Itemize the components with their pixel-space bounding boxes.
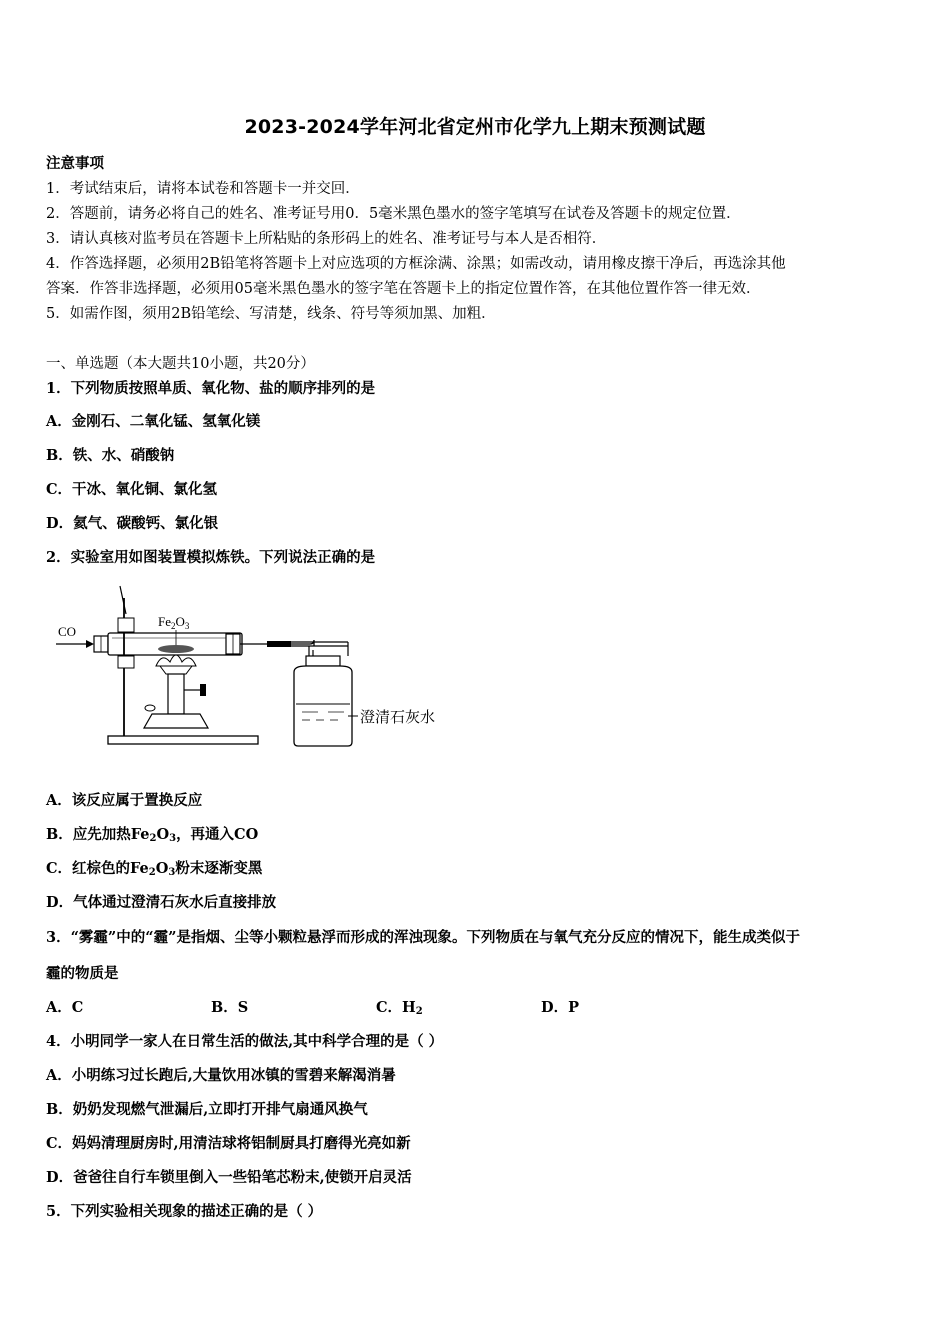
q4-option-c: C．妈妈清理厨房时,用清洁球将铝制厨具打磨得光亮如新: [46, 1135, 411, 1152]
q4-option-d: D．爸爸往自行车锁里倒入一些铅笔芯粉末,使锁开启灵活: [46, 1169, 412, 1186]
q2-option-b: [46, 823, 258, 844]
q2-option-b-o: O: [156, 826, 170, 843]
fe-label: Fe: [158, 614, 171, 629]
q1-option-d: D．氦气、碳酸钙、氯化银: [46, 515, 219, 532]
q2-option-c-post: 粉末逐渐变黑: [175, 860, 263, 877]
q5-stem: 5．下列实验相关现象的描述正确的是（ ）: [46, 1203, 323, 1220]
q3-option-c-pre: C．H: [376, 999, 416, 1016]
page-title: 2023-2024学年河北省定州市化学九上期末预测试题: [244, 116, 706, 138]
q3-stem-line2: 霾的物质是: [46, 965, 119, 982]
notice-item-4-cont: 答案．作答非选择题，必须用05毫米黑色墨水的签字笔在答题卡上的指定位置作答，在其他位置作答一律无效．: [46, 281, 761, 297]
co-label: CO: [58, 624, 77, 639]
q2-stem: 2．实验室用如图装置模拟炼铁。下列说法正确的是: [46, 549, 376, 566]
iron-smelting-apparatus-figure: [52, 578, 452, 753]
q1-option-a: A．金刚石、二氧化锰、氢氧化镁: [46, 413, 261, 430]
q2-option-b-post: ，再通入CO: [176, 826, 259, 843]
notice-item-5: 5．如需作图，须用2B铅笔绘、写清楚，线条、符号等须加黑、加粗．: [46, 306, 496, 322]
q4-stem: 4．小明同学一家人在日常生活的做法,其中科学合理的是（ ）: [46, 1033, 444, 1050]
notice-item-1: 1．考试结束后，请将本试卷和答题卡一并交回．: [46, 181, 360, 197]
q2-option-c: [46, 857, 262, 878]
q2-option-c-sub1: 2: [148, 867, 156, 878]
q3-option-c-sub: 2: [415, 1006, 423, 1017]
q3-option-a: A．C: [46, 999, 84, 1016]
q3-stem-line1: 3．“雾霾”中的“霾”是指烟、尘等小颗粒悬浮而形成的浑浊现象。下列物质在与氧气充分反应的情况下，能生成类似于: [46, 929, 800, 946]
q2-option-c-pre: C．红棕色的Fe: [46, 860, 149, 877]
limewater-label: 澄清石灰水: [360, 708, 436, 726]
q2-option-b-sub2: 3: [169, 833, 177, 844]
notice-item-3: 3．请认真核对监考员在答题卡上所粘贴的条形码上的姓名、准考证号与本人是否相符．: [46, 231, 607, 247]
q2-option-a: A．该反应属于置换反应: [46, 792, 203, 809]
q3-option-d: D．P: [541, 999, 579, 1016]
q2-option-b-pre: B．应先加热Fe: [46, 826, 150, 843]
q4-option-b: B．奶奶发现燃气泄漏后,立即打开排气扇通风换气: [46, 1101, 368, 1118]
q1-option-b: B．铁、水、硝酸钠: [46, 447, 175, 464]
notice-heading: 注意事项: [46, 155, 104, 172]
notice-item-4: 4．作答选择题，必须用2B铅笔将答题卡上对应选项的方框涂满、涂黑；如需改动，请用橡皮擦干净后，再选涂其他: [46, 256, 786, 272]
q3-option-b: B．S: [211, 999, 249, 1016]
fe2o3-sub2: 3: [184, 621, 190, 631]
fe2o3-sub1: 2: [171, 621, 176, 631]
notice-item-2: 2．答题前，请务必将自己的姓名、准考证号用0．5毫米黑色墨水的签字笔填写在试卷及答题卡的规定位置．: [46, 206, 741, 222]
q2-option-b-sub1: 2: [149, 833, 157, 844]
q2-option-c-o: O: [155, 860, 169, 877]
q1-option-c: C．干冰、氧化铜、氯化氢: [46, 481, 218, 498]
q2-option-c-sub2: 3: [168, 867, 176, 878]
fe2o3-o: O: [175, 614, 185, 629]
q3-option-c: [376, 996, 423, 1017]
q1-stem: 1．下列物质按照单质、氧化物、盐的顺序排列的是: [46, 380, 376, 397]
q4-option-a: A．小明练习过长跑后,大量饮用冰镇的雪碧来解渴消暑: [46, 1067, 396, 1084]
q2-option-d: D．气体通过澄清石灰水后直接排放: [46, 894, 277, 911]
svg-text:Fe2O3: [158, 614, 190, 631]
section-heading: 一、单选题（本大题共10小题，共20分）: [46, 356, 315, 372]
